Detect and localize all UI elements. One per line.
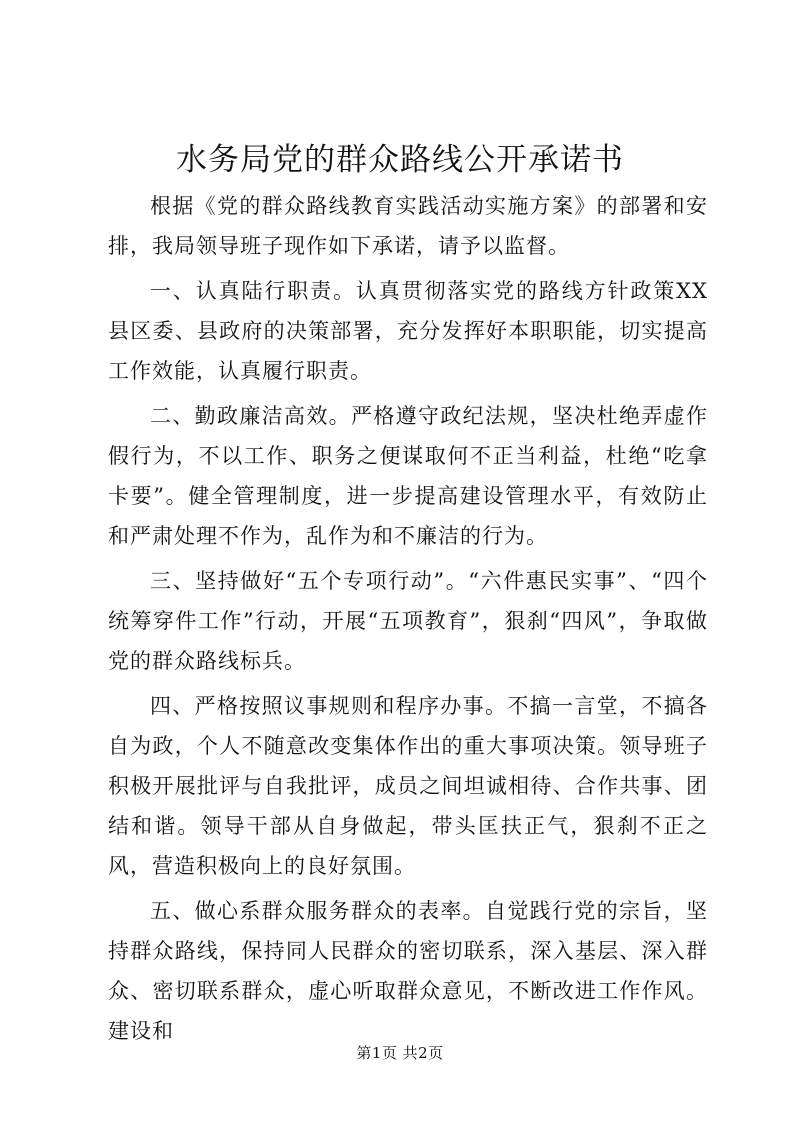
paragraph-item-4: 四、严格按照议事规则和程序办事。不搞一言堂，不搞各自为政，个人不随意改变集体作出的重大事项决策。领导班子积极开展批评与自我批评，成员之间坦诚相待、合作共事、团结和谐。领导干部从自身做起，带头匡扶正气，狠刹不正之风，营造积极向上的良好氛围。 (108, 694, 708, 878)
paragraph-item-3: 三、坚持做好“五个专项行动”。“六件惠民实事”、“四个统筹穿件工作”行动，开展“五项教育”，狠刹“四风”，争取做党的群众路线标兵。 (108, 569, 708, 673)
document-body (108, 186, 708, 1056)
document-title: 水务局党的群众路线公开承诺书 (176, 142, 624, 178)
paragraph-item-2: 二、勤政廉洁高效。严格遵守政纪法规，坚决杜绝弄虚作假行为，不以工作、职务之便谋取何不正当利益，杜绝“吃拿卡要”。健全管理制度，进一步提高建设管理水平，有效防止和严肃处理不作为，乱作为和不廉洁的行为。 (108, 404, 708, 548)
paragraph-item-5: 五、做心系群众服务群众的表率。自觉践行党的宗旨，坚持群众路线，保持同人民群众的密切联系，深入基层、深入群众、密切联系群众，虚心听取群众意见，不断改进工作作风。建设和 (108, 899, 708, 1043)
paragraph-intro: 根据《党的群众路线教育实践活动实施方案》的部署和安排，我局领导班子现作如下承诺，请予以监督。 (108, 194, 708, 258)
paragraph-item-1: 一、认真陆行职责。认真贯彻落实党的路线方针政策XX县区委、县政府的决策部署，充分发挥好本职职能，切实提高工作效能，认真履行职责。 (108, 279, 708, 383)
page-number-footer: 第1页 共2页 (356, 1044, 444, 1062)
